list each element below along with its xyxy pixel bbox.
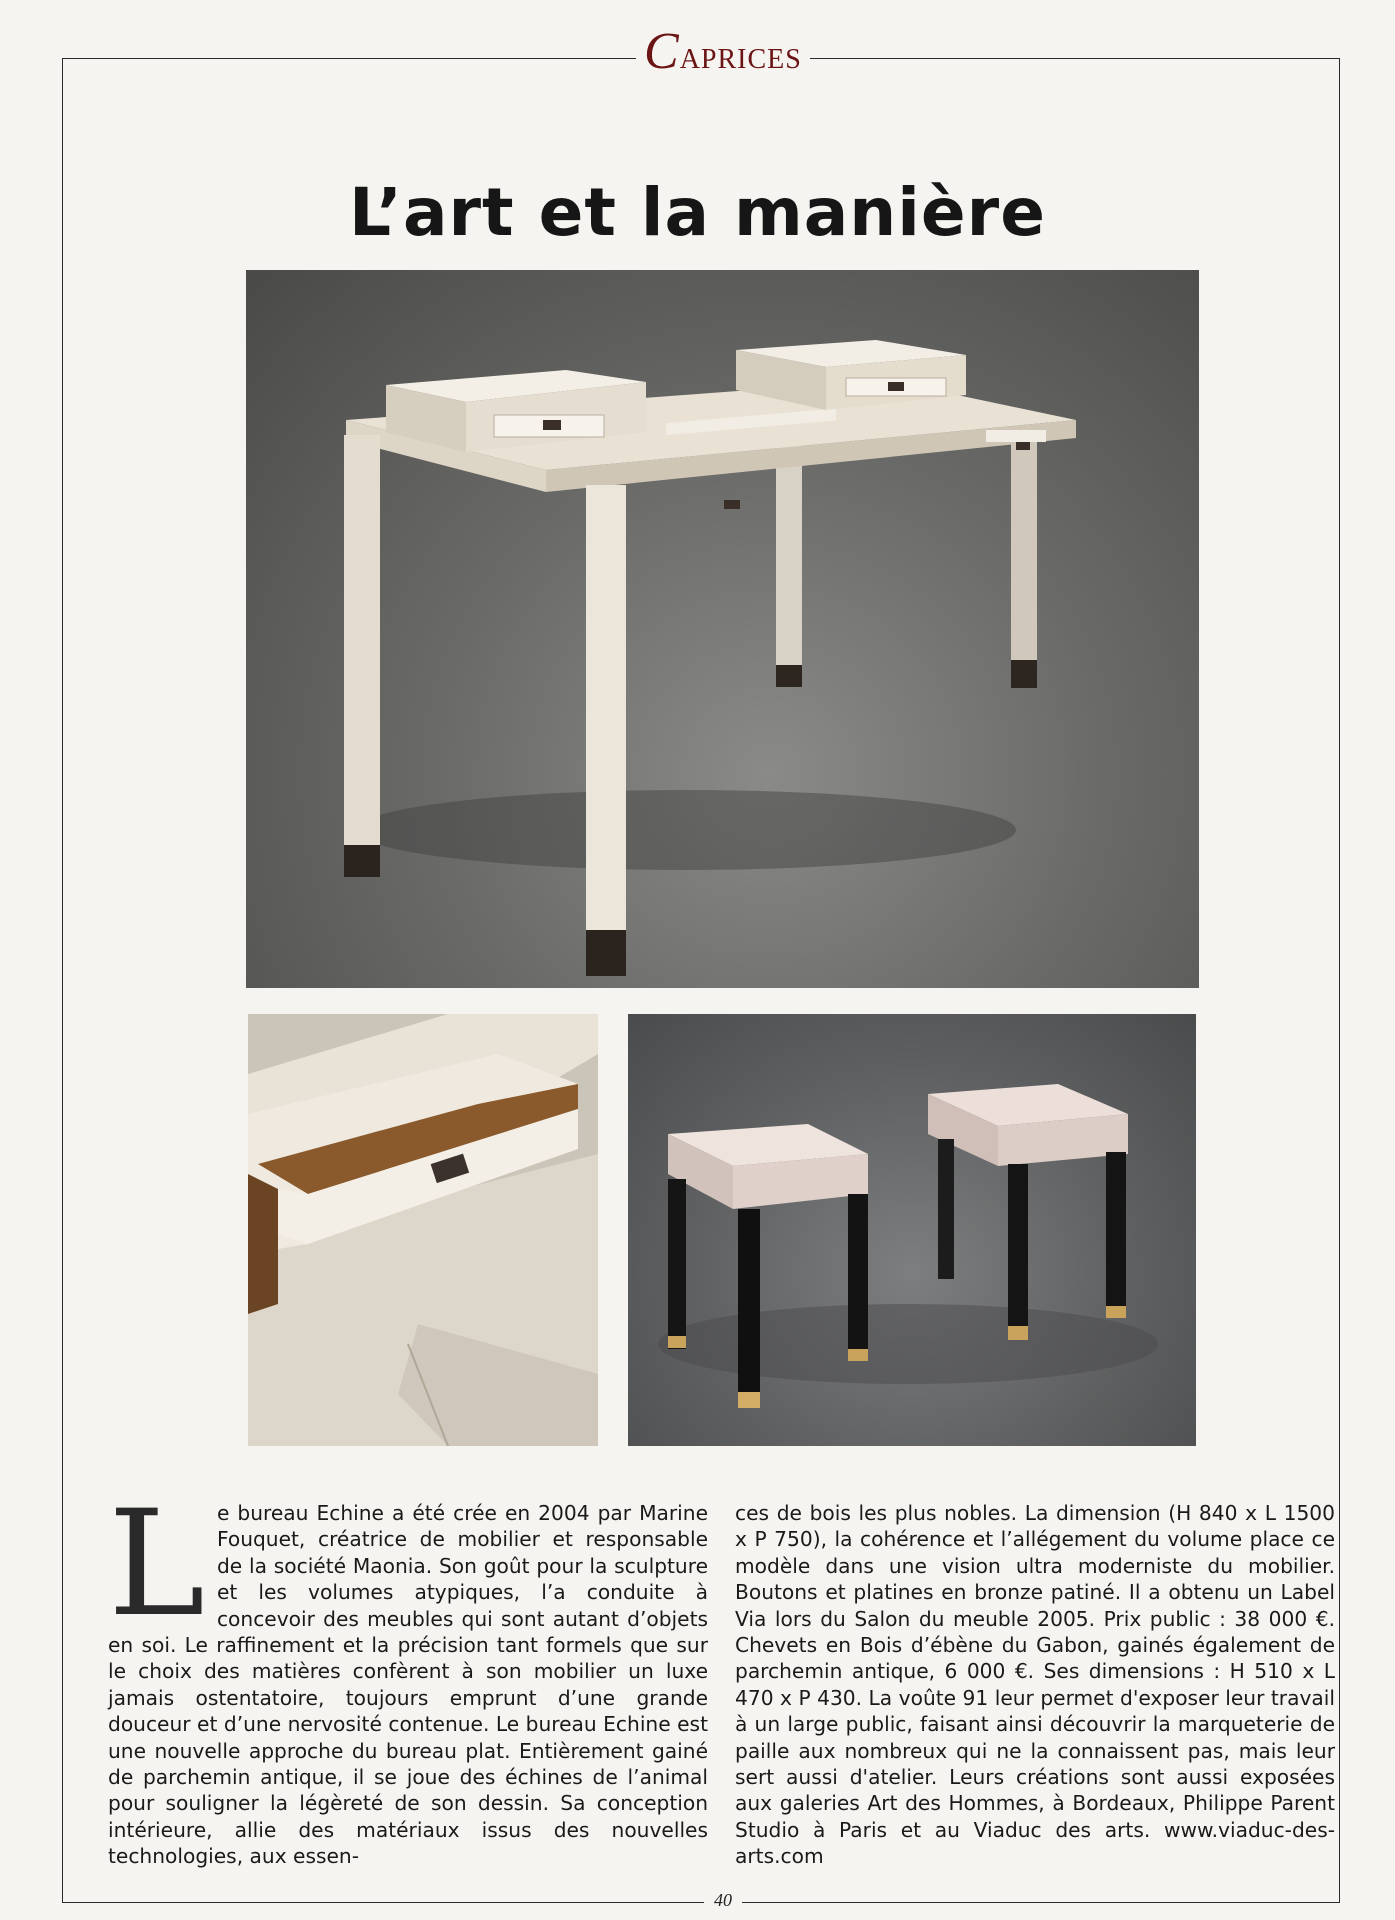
section-label-rest: APRICES	[679, 44, 802, 75]
article-column-right	[735, 1500, 1335, 1869]
article-column-left	[108, 1479, 708, 1869]
drawer-detail-photo	[248, 1014, 598, 1446]
article-text-left: e bureau Echine a été crée en 2004 par Marine Fouquet, créatrice de mobilier et responsable de la société Maonia. Son goût pour la sculpture et les volumes atypiques, l’a conduite à concevoir des meubles qui sont autant d’objets en soi. Le raffinement et la précision tant formels que sur le choix des matières confèrent à son mobilier un luxe jamais ostentatoire, toujours emprunt d’une grande douceur et d’une nervosité contenue. Le bureau Echine est une nouvelle approche du bureau plat. Entièrement gainé de parchemin antique, il se joue des échines de l’animal pour souligner la légèreté de son dessin. Sa conception intérieure, allie des matériaux issus des nouvelles technologies, aux essen-	[108, 1501, 708, 1869]
drawer-detail-illustration	[248, 1014, 598, 1446]
section-label-initial: C	[644, 23, 680, 80]
stools-photo	[628, 1014, 1196, 1446]
article-text-right: ces de bois les plus nobles. La dimension (H 840 x L 1500 x P 750), la cohérence et l’allégement du volume place ce modèle dans une vision ultra moderniste du mobilier. Boutons et platines en bronze patiné. Il a obtenu un Label Via lors du Salon du meuble 2005. Prix public : 38 000 €. Chevets en Bois d’ébène du Gabon, gainés également de parchemin antique, 6 000 €. Ses dimensions : H 510 x L 470 x P 430. La voûte 91 leur permet d'exposer leur travail à un large public, faisant ainsi découvrir la marqueterie de paille aux nombreux qui ne la connaissent pas, mais leur sert aussi d'atelier. Leurs créations sont aussi exposées aux galeries Art des Hommes, à Bordeaux, Philippe Parent Studio à Paris et au Viaduc des arts. www.viaduc-des-arts.com	[735, 1501, 1335, 1869]
desk-illustration	[246, 270, 1199, 988]
drop-cap: L	[108, 1479, 205, 1649]
desk-photo	[246, 270, 1199, 988]
article-headline: L’art et la manière	[349, 174, 1046, 252]
stools-illustration	[628, 1014, 1196, 1446]
section-label	[636, 22, 810, 81]
page-number: 40	[704, 1890, 742, 1911]
